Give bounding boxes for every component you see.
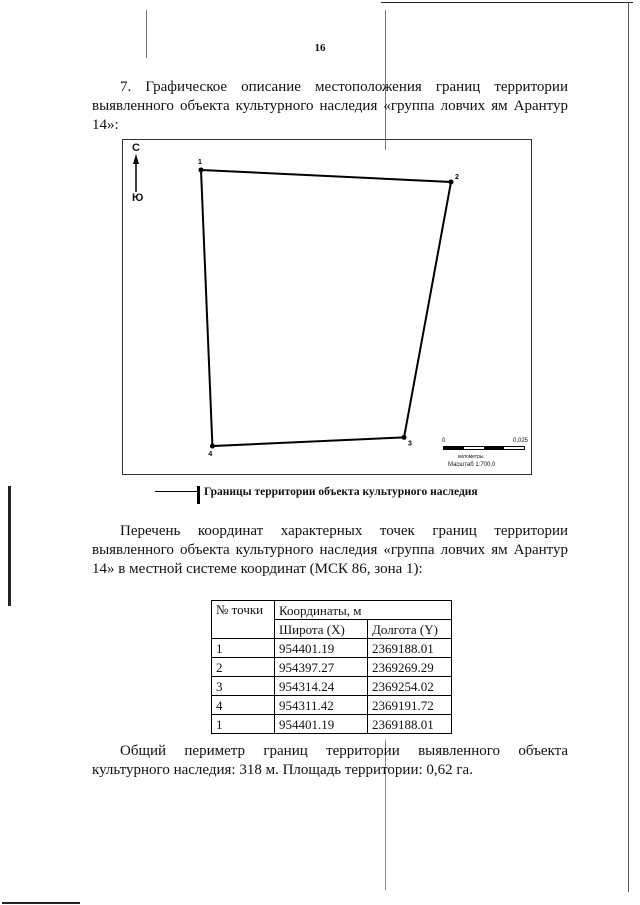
cell-y: 2369188.01 xyxy=(368,639,452,658)
boundary-point xyxy=(449,180,454,185)
coordinates-table xyxy=(211,600,452,734)
table-row xyxy=(212,677,452,696)
scale-units: километры xyxy=(458,454,484,460)
boundary-polygon xyxy=(201,170,451,446)
header-longitude: Долгота (Y) xyxy=(368,620,452,639)
header-coordinates: Координаты, м xyxy=(275,601,452,620)
scale-bar xyxy=(440,438,530,472)
boundary-point xyxy=(199,167,204,172)
cell-x: 954314.24 xyxy=(275,677,368,696)
cell-x: 954397.27 xyxy=(275,658,368,677)
table-row xyxy=(212,639,452,658)
header-point-number: № точки xyxy=(212,601,275,639)
cell-y: 2369191.72 xyxy=(368,696,452,715)
boundary-plot xyxy=(123,140,533,476)
scale-graphic xyxy=(443,446,525,450)
section-heading-paragraph: 7. Графическое описание местоположения границ территории выявленного объекта культурного наследия «группа ловчих ям Арантур 14»: xyxy=(92,79,568,133)
point-label: 2 xyxy=(455,174,459,182)
boundary-point xyxy=(210,444,215,449)
scan-line-top xyxy=(381,2,633,3)
cell-x: 954401.19 xyxy=(275,715,368,734)
legend-line-symbol xyxy=(155,491,197,492)
scale-value: 0,025 xyxy=(512,438,528,444)
table-row xyxy=(212,658,452,677)
point-label: 3 xyxy=(408,440,412,448)
cell-x: 954401.19 xyxy=(275,639,368,658)
cell-y: 2369254.02 xyxy=(368,677,452,696)
point-label: 1 xyxy=(198,158,202,166)
cell-x: 954311.42 xyxy=(275,696,368,715)
cell-y: 2369269.29 xyxy=(368,658,452,677)
header-latitude: Широта (X) xyxy=(275,620,368,639)
cell-point: 3 xyxy=(212,677,275,696)
cell-point: 4 xyxy=(212,696,275,715)
scan-mark-left xyxy=(8,486,11,606)
scan-mark-bottom xyxy=(2,902,80,904)
cell-point: 1 xyxy=(212,715,275,734)
coordinates-intro-paragraph: Перечень координат характерных точек границ территории выявленного объекта культурного наследия «группа ловчих ям Арантур 14» в местной системе координат (МСК 86, зона 1): xyxy=(92,523,568,577)
table-row xyxy=(212,696,452,715)
boundary-point xyxy=(402,435,407,440)
boundary-map xyxy=(122,139,532,475)
north-label: С xyxy=(132,142,140,154)
south-label: Ю xyxy=(132,192,144,204)
scan-mark-right xyxy=(628,2,629,892)
table-row xyxy=(212,715,452,734)
cell-point: 1 xyxy=(212,639,275,658)
scale-zero: 0 xyxy=(442,438,446,444)
page-number: 16 xyxy=(314,42,326,54)
legend-label: Границы территории объекта культурного наследия xyxy=(204,486,478,498)
summary-paragraph: Общий периметр границ территории выявленного объекта культурного наследия: 318 м. Площадь территории: 0,62 га. xyxy=(92,743,568,778)
cell-point: 2 xyxy=(212,658,275,677)
point-label: 4 xyxy=(208,451,213,459)
table-header-row xyxy=(212,601,452,620)
legend-boundary-symbol xyxy=(197,486,200,504)
cell-y: 2369188.01 xyxy=(368,715,452,734)
scale-ratio: Масштаб 1:700,0 xyxy=(448,462,496,468)
